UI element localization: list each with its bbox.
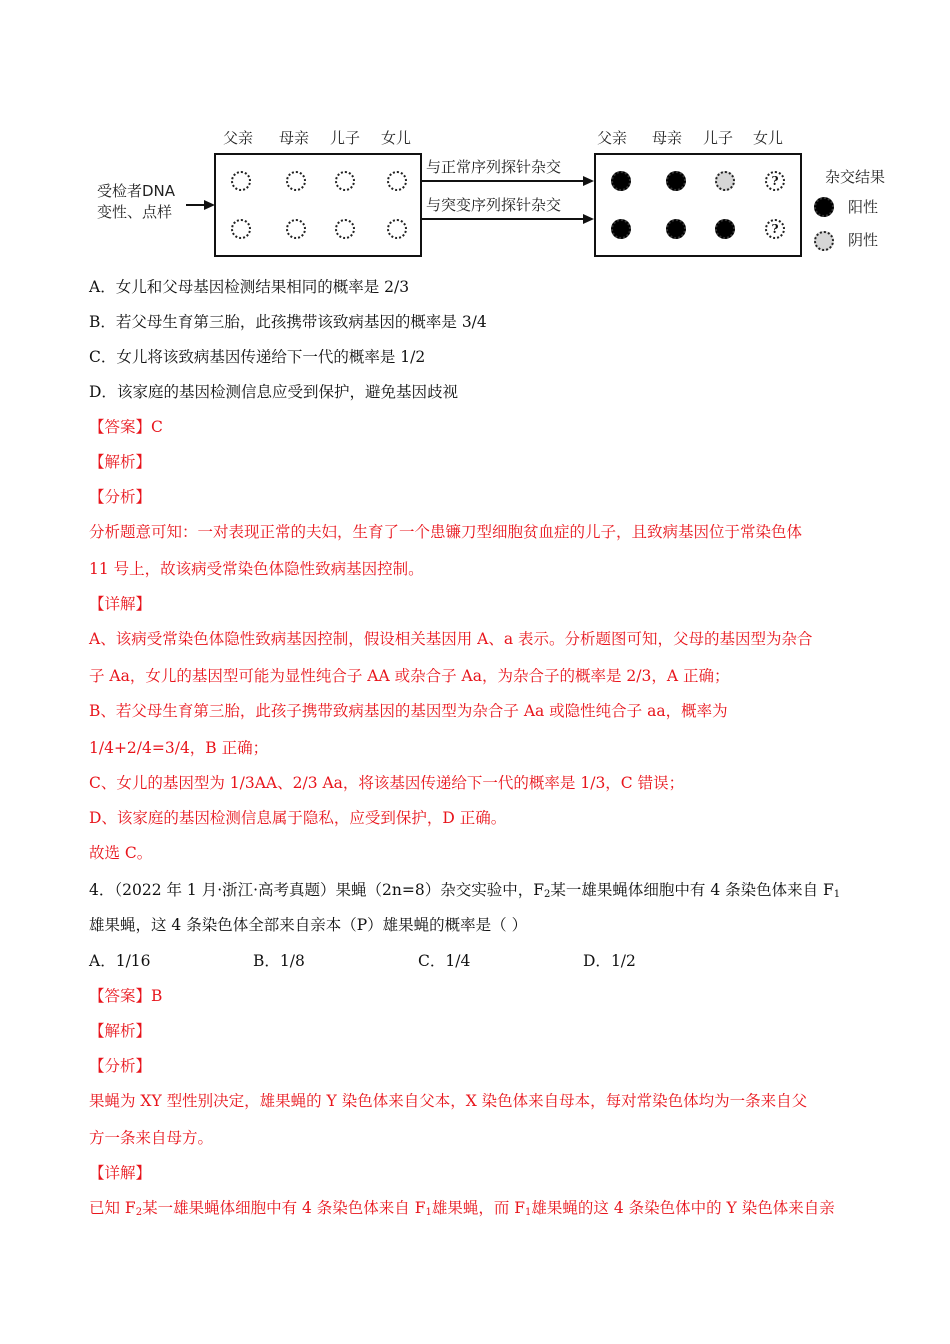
q4-xiangjie-text: 已知 F xyxy=(89,1199,136,1217)
subscript: 2 xyxy=(135,1207,143,1218)
right-col-label-daughter: 女儿 xyxy=(753,129,784,147)
input-arrow-line xyxy=(186,204,206,206)
legend-title: 杂交结果 xyxy=(825,168,886,186)
legend-positive-label: 阳性 xyxy=(848,198,879,216)
option-letter: C． xyxy=(418,952,446,970)
q3-fenxi-line-1: 分析题意可知：一对表现正常的夫妇，生育了一个患镰刀型细胞贫血症的儿子，且致病基因位于常染色体 xyxy=(89,523,803,541)
q3-option-b xyxy=(89,312,487,332)
q3-option-c xyxy=(89,347,425,367)
result-dot-father-normal-positive xyxy=(611,171,631,191)
q3-xiangjie-line-6: D、该家庭的基因检测信息属于隐私，应受到保护，D 正确。 xyxy=(89,809,507,827)
sample-dot-daughter-normal xyxy=(387,171,407,191)
q3-xiangjie-line-4: 1/4+2/4=3/4，B 正确； xyxy=(89,739,269,757)
sample-dot-daughter-mutant xyxy=(387,219,407,239)
q3-fenxi-line-2: 11 号上，故该病受常染色体隐性致病基因控制。 xyxy=(89,560,424,578)
option-text: 1/8 xyxy=(279,952,305,970)
gene-detection-diagram xyxy=(0,0,950,270)
result-dot-mother-normal-positive xyxy=(666,171,686,191)
option-text: 1/4 xyxy=(445,952,471,970)
q4-options-row xyxy=(89,951,889,971)
probe-normal-label: 与正常序列探针杂交 xyxy=(426,158,562,176)
option-letter: A． xyxy=(89,278,116,296)
subscript: 1 xyxy=(525,1207,532,1218)
option-text: 该家庭的基因检测信息应受到保护，避免基因歧视 xyxy=(116,383,458,401)
option-letter: D． xyxy=(583,952,611,970)
sample-dot-mother-mutant xyxy=(286,219,306,239)
q3-xiangjie-line-2: 子 Aa，女儿的基因型可能为显性纯合子 AA 或杂合子 Aa，为杂合子的概率是 2/3，A 正确； xyxy=(89,667,730,685)
option-text: 女儿和父母基因检测结果相同的概率是 2/3 xyxy=(115,278,410,296)
q4-answer: 【答案】B xyxy=(89,987,163,1005)
sample-dot-father-normal xyxy=(231,171,251,191)
q3-xiangjie-line-7: 故选 C。 xyxy=(89,844,153,862)
input-label-line1: 受检者DNA xyxy=(97,182,176,200)
probe-normal-arrow-line xyxy=(421,180,585,182)
option-text: 女儿将该致病基因传递给下一代的概率是 1/2 xyxy=(116,348,426,366)
sample-dot-father-mutant xyxy=(231,219,251,239)
q4-fenxi-heading: 【分析】 xyxy=(89,1057,152,1075)
probe-mutant-arrow-line xyxy=(421,218,585,220)
q3-xiangjie-line-1: A、该病受常染色体隐性致病基因控制，假设相关基因用 A、a 表示。分析题图可知，父母的基因型为杂合 xyxy=(89,630,813,648)
hybridization-result-box xyxy=(594,153,802,257)
probe-mutant-arrow-icon xyxy=(583,214,594,224)
option-text: 若父母生育第三胎，此孩携带该致病基因的概率是 3/4 xyxy=(115,313,487,331)
right-col-label-son: 儿子 xyxy=(703,129,734,147)
subscript: 2 xyxy=(544,889,551,900)
q4-stem-line-2: 雄果蝇，这 4 条染色体全部来自亲本（P）雄果蝇的概率是（ ） xyxy=(89,916,528,934)
subscript: 1 xyxy=(833,889,841,900)
result-dot-daughter-normal-unknown: ? xyxy=(765,171,785,191)
legend-positive-icon xyxy=(814,197,834,217)
option-text: 1/2 xyxy=(610,952,636,970)
q3-xiangjie-heading: 【详解】 xyxy=(89,595,152,613)
subscript: 1 xyxy=(425,1207,432,1218)
sample-dot-son-normal xyxy=(335,171,355,191)
input-label-line2: 变性、点样 xyxy=(97,203,173,221)
legend-negative-label: 阴性 xyxy=(848,231,879,249)
q4-fenxi-line-1: 果蝇为 XY 型性别决定，雄果蝇的 Y 染色体来自父本，X 染色体来自母本，每对常染色体均为一条来自父 xyxy=(89,1092,808,1110)
sample-membrane-box xyxy=(214,153,422,257)
q4-fenxi-line-2: 方一条来自母方。 xyxy=(89,1129,214,1147)
q4-jiexi-heading: 【解析】 xyxy=(89,1022,152,1040)
probe-normal-arrow-icon xyxy=(583,176,594,186)
option-text: 1/16 xyxy=(115,952,151,970)
option-letter: B． xyxy=(253,952,280,970)
q3-option-d xyxy=(89,382,458,402)
q4-option-d xyxy=(583,951,636,971)
option-letter: D． xyxy=(89,383,117,401)
result-dot-mother-mutant-positive xyxy=(666,219,686,239)
q4-option-a xyxy=(89,951,151,971)
sample-dot-mother-normal xyxy=(286,171,306,191)
right-col-label-mother: 母亲 xyxy=(652,129,683,147)
result-dot-father-mutant-positive xyxy=(611,219,631,239)
option-letter: C． xyxy=(89,348,117,366)
option-letter: B． xyxy=(89,313,116,331)
q3-fenxi-heading: 【分析】 xyxy=(89,488,152,506)
result-dot-daughter-mutant-unknown: ? xyxy=(765,219,785,239)
q4-stem-line-1 xyxy=(89,880,840,900)
left-col-label-mother: 母亲 xyxy=(279,129,310,147)
q4-xiangjie-text: 雄果蝇的这 4 条染色体中的 Y 染色体来自亲 xyxy=(531,1199,835,1217)
q4-xiangjie-text: 某一雄果蝇体细胞中有 4 条染色体来自 F xyxy=(142,1199,426,1217)
q4-option-c xyxy=(418,951,470,971)
q4-xiangjie-line-1 xyxy=(89,1198,835,1218)
left-col-label-son: 儿子 xyxy=(330,129,361,147)
left-col-label-father: 父亲 xyxy=(223,129,254,147)
legend-negative-icon xyxy=(814,231,834,251)
probe-mutant-label: 与突变序列探针杂交 xyxy=(426,196,562,214)
q4-stem-text: 4．（2022 年 1 月·浙江·高考真题）果蝇（2n=8）杂交实验中，F xyxy=(89,881,545,899)
q3-xiangjie-line-5: C、女儿的基因型为 1/3AA、2/3 Aa，将该基因传递给下一代的概率是 1/3，C 错误； xyxy=(89,774,685,792)
q3-option-a xyxy=(89,277,409,297)
q4-xiangjie-heading: 【详解】 xyxy=(89,1164,152,1182)
option-letter: A． xyxy=(89,952,116,970)
q3-answer: 【答案】C xyxy=(89,418,163,436)
result-dot-son-mutant-positive xyxy=(715,219,735,239)
q3-xiangjie-line-3: B、若父母生育第三胎，此孩子携带致病基因的基因型为杂合子 Aa 或隐性纯合子 aa，概率为 xyxy=(89,702,728,720)
result-dot-son-normal-negative xyxy=(715,171,735,191)
sample-dot-son-mutant xyxy=(335,219,355,239)
q3-jiexi-heading: 【解析】 xyxy=(89,453,152,471)
q4-stem-text: 某一雄果蝇体细胞中有 4 条染色体来自 F xyxy=(550,881,834,899)
right-col-label-father: 父亲 xyxy=(597,129,628,147)
left-col-label-daughter: 女儿 xyxy=(381,129,412,147)
q4-option-b xyxy=(253,951,305,971)
q4-xiangjie-text: 雄果蝇，而 F xyxy=(431,1199,526,1217)
